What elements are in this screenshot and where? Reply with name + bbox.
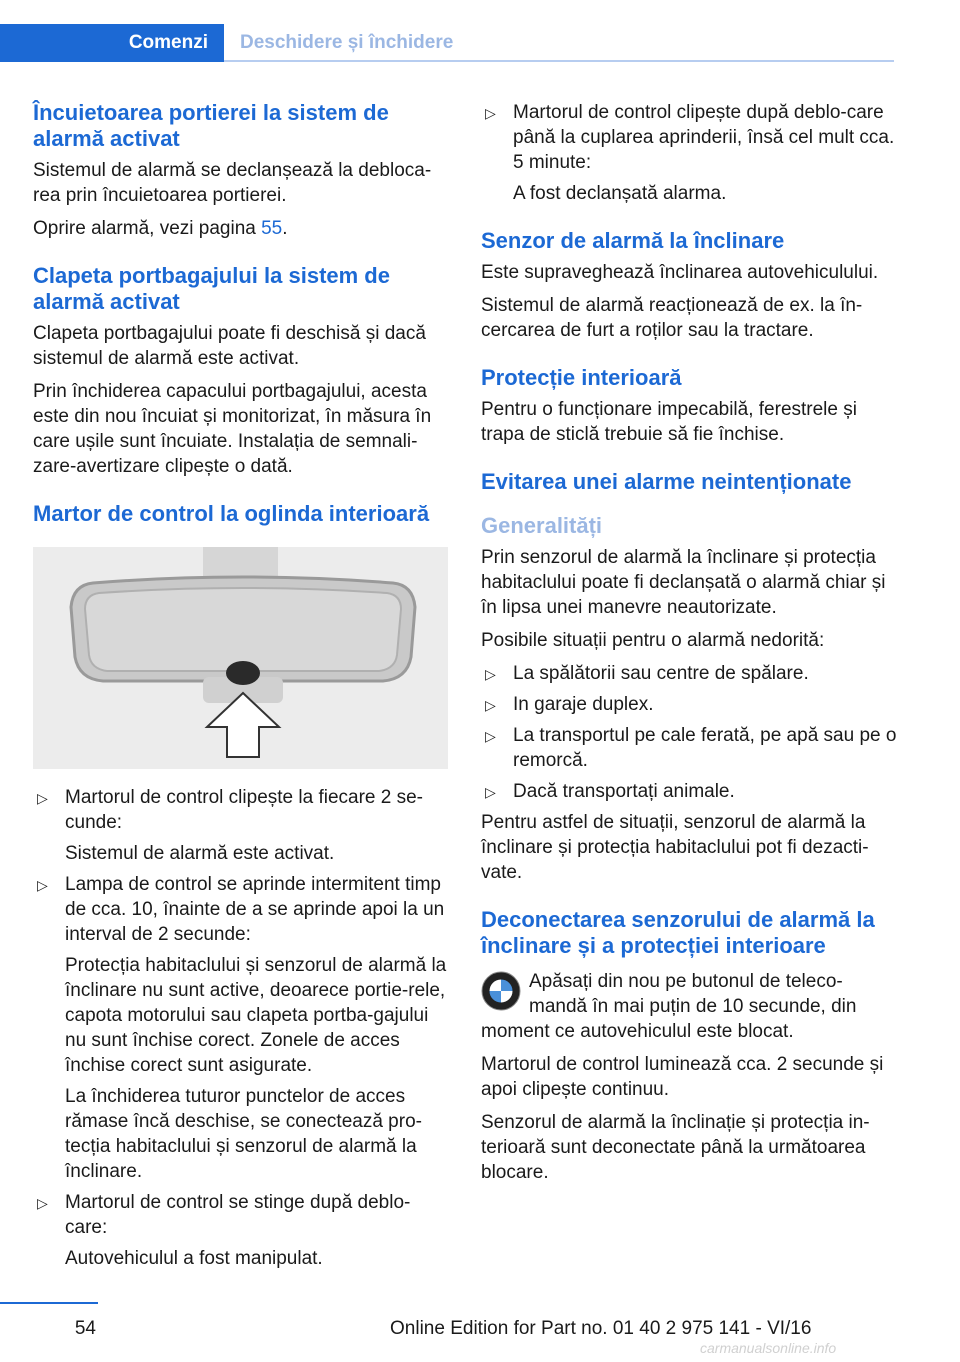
paragraph-text: Apăsați din nou pe butonul de teleco‐mandă în mai puțin de 10 secunde, din moment ce autovehiculul este blocat. xyxy=(481,971,857,1042)
indicator-list xyxy=(33,785,448,1271)
list-item xyxy=(33,785,448,866)
paragraph: Martorul de control luminează cca. 2 secunde și apoi clipește continuu. xyxy=(481,1054,884,1100)
list-item-sub: Sistemul de alarmă este activat. xyxy=(65,843,335,864)
list-item-text: Dacă transportați animale. xyxy=(513,781,735,802)
indicator-list-continued xyxy=(481,100,899,206)
paragraph: Este supraveghează înclinarea autovehiculului. xyxy=(481,262,879,283)
list-item-sub: Protecția habitaclului și senzorul de alarmă la înclinare nu sunt active, deoarece portie‐rele, capota motorului sau clapeta portba‐gajului nu sunt închise corect. Zonele de acces închise corect sunt asigurate. xyxy=(65,955,447,1076)
triangle-right-icon: ▷ xyxy=(37,877,48,893)
tab-deschidere[interactable]: Deschidere și închidere xyxy=(240,32,454,53)
paragraph: Senzorul de alarmă la înclinație și protecția in‐terioară sunt deconectate până la următoarea blocare. xyxy=(481,1112,870,1183)
header-divider xyxy=(224,60,894,62)
list-item xyxy=(481,692,899,717)
list-item-text: In garaje duplex. xyxy=(513,694,654,715)
watermark: carmanualsonline.info xyxy=(700,1340,837,1356)
list-item-sub: A fost declanșată alarma. xyxy=(513,183,727,204)
list-item xyxy=(481,100,899,206)
list-item-sub: La închiderea tuturor punctelor de acces rămase încă deschise, se conectează pro‐tecția habitaclului și senzorul de alarmă la înclinare. xyxy=(65,1086,422,1182)
triangle-right-icon: ▷ xyxy=(485,784,496,800)
list-item xyxy=(481,661,899,686)
triangle-right-icon: ▷ xyxy=(485,666,496,682)
list-item xyxy=(33,872,448,1184)
section-title: Protecție interioară xyxy=(481,365,682,390)
bmw-logo-icon xyxy=(481,971,521,1011)
list-item xyxy=(481,723,899,773)
paragraph: Pentru astfel de situații, senzorul de alarmă la înclinare și protecția habitaclului pot fi dezacti‐vate. xyxy=(481,812,869,883)
list-item-text: Martorul de control clipește la fiecare 2 se‐cunde: xyxy=(65,787,423,833)
mirror-illustration xyxy=(33,547,448,769)
section-title: Senzor de alarmă la înclinare xyxy=(481,228,785,253)
paragraph: Sistemul de alarmă reacționează de ex. la în‐cercarea de furt a roților sau la tractare. xyxy=(481,295,863,341)
right-column xyxy=(481,100,899,1193)
section-title: Deconectarea senzorului de alarmă la înclinare și a protecției interioare xyxy=(481,907,875,958)
triangle-right-icon: ▷ xyxy=(37,790,48,806)
paragraph-text: . xyxy=(282,218,288,239)
page-link[interactable]: 55 xyxy=(261,218,283,239)
paragraph: Prin senzorul de alarmă la înclinare și protecția habitaclului poate fi declanșată o alarmă chiar și în lipsa unei manevre neautorizate. xyxy=(481,547,886,618)
situations-list xyxy=(481,661,899,804)
left-column xyxy=(33,100,448,1277)
edition-text: Online Edition for Part no. 01 40 2 975 141 - VI/16 xyxy=(390,1318,812,1339)
paragraph: Prin închiderea capacului portbagajului, acesta este din nou încuiat și monitorizat, în măsura în care ușile sunt încuiate. Instalația de semnali‐zare-avertizare clipește o dată. xyxy=(33,381,432,477)
list-item xyxy=(33,1190,448,1271)
list-item-text: Martorul de control se stinge după deblo‐care: xyxy=(65,1192,411,1238)
list-item-sub: Autovehiculul a fost manipulat. xyxy=(65,1248,323,1269)
paragraph-text: Oprire alarmă, vezi pagina xyxy=(33,218,262,239)
paragraph: Clapeta portbagajului poate fi deschisă și dacă sistemul de alarmă este activat. xyxy=(33,323,426,369)
tab-comenzi[interactable]: Comenzi xyxy=(0,24,224,62)
paragraph: Sistemul de alarmă se declanșează la debloca‐rea prin încuietoarea portierei. xyxy=(33,160,432,206)
control-light-icon xyxy=(226,661,260,685)
list-item xyxy=(481,779,899,804)
triangle-right-icon: ▷ xyxy=(485,105,496,121)
triangle-right-icon: ▷ xyxy=(485,697,496,713)
paragraph xyxy=(481,969,899,1044)
list-item-text: La transportul pe cale ferată, pe apă sau pe o remorcă. xyxy=(513,725,897,771)
section-title: Încuietoarea portierei la sistem de alarmă activat xyxy=(33,100,389,151)
list-item-text: La spălătorii sau centre de spălare. xyxy=(513,663,809,684)
paragraph xyxy=(33,216,448,241)
section-title: Evitarea unei alarme neintenționate xyxy=(481,469,852,494)
section-title: Martor de control la oglinda interioară xyxy=(33,501,430,526)
list-item-text: Martorul de control clipește după deblo‐care până la cuplarea aprinderii, însă cel mult cca. 5 minute: xyxy=(513,102,895,173)
section-title: Clapeta portbagajului la sistem de alarmă activat xyxy=(33,263,390,314)
triangle-right-icon: ▷ xyxy=(37,1195,48,1211)
subsection-title: Generalități xyxy=(481,513,603,538)
footer-divider xyxy=(0,1302,98,1304)
page-header xyxy=(0,0,960,62)
triangle-right-icon: ▷ xyxy=(485,728,496,744)
paragraph: Posibile situații pentru o alarmă nedorită: xyxy=(481,630,825,651)
page-number: 54 xyxy=(74,1318,96,1339)
list-item-text: Lampa de control se aprinde intermitent timp de cca. 10, înainte de a se aprinde apoi la un interval de 2 secunde: xyxy=(65,874,445,945)
paragraph: Pentru o funcționare impecabilă, ferestrele și trapa de sticlă trebuie să fie închise. xyxy=(481,399,857,445)
